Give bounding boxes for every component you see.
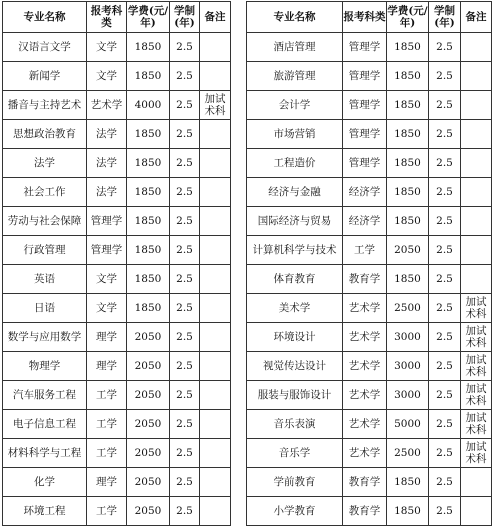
table-row: [3, 352, 231, 381]
fee-cell: 2050: [127, 381, 170, 410]
table-row: [3, 207, 231, 236]
years-cell: 2.5: [429, 62, 461, 91]
category-cell: 管理学: [87, 236, 127, 265]
category-cell: 管理学: [87, 207, 127, 236]
category-cell: 艺术学: [343, 439, 387, 468]
table-row: [3, 410, 231, 439]
category-cell: 工学: [87, 497, 127, 526]
fee-cell: 3000: [387, 352, 429, 381]
major-cell: 汽车服务工程: [3, 381, 87, 410]
fee-cell: 1850: [127, 207, 170, 236]
table-row: [3, 236, 231, 265]
category-cell: 工学: [87, 439, 127, 468]
category-cell: 工学: [87, 381, 127, 410]
table-row: [247, 439, 492, 468]
fee-cell: 1850: [387, 120, 429, 149]
table-row: [3, 149, 231, 178]
note-cell: [200, 62, 231, 91]
major-cell: 日语: [3, 294, 87, 323]
header-row: [3, 2, 231, 33]
category-cell: 管理学: [343, 62, 387, 91]
category-cell: 法学: [87, 149, 127, 178]
fee-cell: 2050: [127, 352, 170, 381]
header-category: 报考科类: [343, 2, 387, 33]
category-cell: 管理学: [343, 91, 387, 120]
fee-cell: 1850: [387, 468, 429, 497]
category-cell: 文学: [87, 294, 127, 323]
years-cell: 2.5: [170, 497, 200, 526]
table-row: [247, 381, 492, 410]
category-cell: 理学: [87, 323, 127, 352]
category-cell: 管理学: [343, 33, 387, 62]
note-cell: [461, 91, 492, 120]
note-cell: [200, 323, 231, 352]
table-row: [247, 236, 492, 265]
left-table-body: [3, 33, 231, 526]
years-cell: 2.5: [429, 439, 461, 468]
major-cell: 服装与服饰设计: [247, 381, 343, 410]
category-cell: 艺术学: [343, 323, 387, 352]
fee-cell: 1850: [387, 149, 429, 178]
right-table: [246, 1, 492, 526]
category-cell: 理学: [87, 352, 127, 381]
fee-cell: 3000: [387, 323, 429, 352]
note-cell: 加试术科: [461, 352, 492, 381]
fee-cell: 1850: [127, 120, 170, 149]
note-cell: [461, 265, 492, 294]
note-cell: 加试术科: [461, 410, 492, 439]
note-cell: [461, 236, 492, 265]
major-cell: 化学: [3, 468, 87, 497]
fee-cell: 1850: [127, 178, 170, 207]
table-row: [3, 294, 231, 323]
major-cell: 视觉传达设计: [247, 352, 343, 381]
table-row: [3, 497, 231, 526]
note-cell: 加试术科: [461, 439, 492, 468]
note-cell: [200, 352, 231, 381]
table-row: [3, 439, 231, 468]
note-cell: 加试术科: [461, 381, 492, 410]
note-cell: [461, 62, 492, 91]
years-cell: 2.5: [429, 120, 461, 149]
note-cell: [200, 149, 231, 178]
table-row: [3, 178, 231, 207]
note-cell: [461, 33, 492, 62]
category-cell: 工学: [343, 236, 387, 265]
major-cell: 会计学: [247, 91, 343, 120]
category-cell: 艺术学: [343, 352, 387, 381]
header-fee: 学费(元/年): [127, 2, 170, 33]
major-cell: 劳动与社会保障: [3, 207, 87, 236]
years-cell: 2.5: [429, 410, 461, 439]
fee-cell: 2050: [127, 439, 170, 468]
table-row: [3, 91, 231, 120]
major-cell: 体育教育: [247, 265, 343, 294]
category-cell: 教育学: [343, 497, 387, 526]
category-cell: 理学: [87, 468, 127, 497]
years-cell: 2.5: [429, 323, 461, 352]
right-table-body: [247, 33, 492, 526]
note-cell: 加试术科: [461, 294, 492, 323]
major-cell: 新闻学: [3, 62, 87, 91]
table-row: [247, 265, 492, 294]
years-cell: 2.5: [170, 62, 200, 91]
major-cell: 学前教育: [247, 468, 343, 497]
major-cell: 国际经济与贸易: [247, 207, 343, 236]
table-row: [247, 62, 492, 91]
left-table: [2, 1, 231, 526]
table-row: [247, 33, 492, 62]
major-cell: 音乐表演: [247, 410, 343, 439]
major-cell: 美术学: [247, 294, 343, 323]
note-cell: [461, 149, 492, 178]
major-cell: 数学与应用数学: [3, 323, 87, 352]
years-cell: 2.5: [429, 381, 461, 410]
table-row: [247, 352, 492, 381]
fee-cell: 1850: [127, 62, 170, 91]
table-row: [3, 323, 231, 352]
major-cell: 计算机科学与技术: [247, 236, 343, 265]
category-cell: 法学: [87, 120, 127, 149]
header-note: 备注: [200, 2, 231, 33]
years-cell: 2.5: [170, 149, 200, 178]
fee-cell: 1850: [127, 294, 170, 323]
header-note: 备注: [461, 2, 492, 33]
category-cell: 管理学: [343, 120, 387, 149]
fee-cell: 2500: [387, 439, 429, 468]
fee-cell: 4000: [127, 91, 170, 120]
note-cell: [200, 178, 231, 207]
years-cell: 2.5: [170, 352, 200, 381]
major-cell: 社会工作: [3, 178, 87, 207]
fee-cell: 2050: [127, 410, 170, 439]
major-cell: 经济与金融: [247, 178, 343, 207]
note-cell: [461, 120, 492, 149]
years-cell: 2.5: [429, 352, 461, 381]
years-cell: 2.5: [429, 265, 461, 294]
note-cell: [461, 468, 492, 497]
years-cell: 2.5: [170, 410, 200, 439]
years-cell: 2.5: [170, 468, 200, 497]
note-cell: [200, 120, 231, 149]
header-years: 学制(年): [429, 2, 461, 33]
major-cell: 音乐学: [247, 439, 343, 468]
years-cell: 2.5: [170, 236, 200, 265]
note-cell: [200, 236, 231, 265]
category-cell: 文学: [87, 62, 127, 91]
table-row: [3, 120, 231, 149]
years-cell: 2.5: [429, 33, 461, 62]
category-cell: 经济学: [343, 178, 387, 207]
fee-cell: 2050: [127, 497, 170, 526]
category-cell: 艺术学: [343, 381, 387, 410]
major-cell: 物理学: [3, 352, 87, 381]
years-cell: 2.5: [170, 120, 200, 149]
note-cell: [200, 410, 231, 439]
category-cell: 文学: [87, 265, 127, 294]
category-cell: 教育学: [343, 265, 387, 294]
header-fee: 学费(元/年): [387, 2, 429, 33]
years-cell: 2.5: [429, 468, 461, 497]
major-cell: 小学教育: [247, 497, 343, 526]
years-cell: 2.5: [170, 91, 200, 120]
table-row: [247, 497, 492, 526]
category-cell: 艺术学: [87, 91, 127, 120]
major-cell: 旅游管理: [247, 62, 343, 91]
major-cell: 播音与主持艺术: [3, 91, 87, 120]
note-cell: [461, 497, 492, 526]
tables-container: [2, 1, 492, 526]
fee-cell: 1850: [387, 91, 429, 120]
fee-cell: 1850: [387, 207, 429, 236]
note-cell: [200, 439, 231, 468]
major-cell: 法学: [3, 149, 87, 178]
years-cell: 2.5: [429, 497, 461, 526]
major-cell: 酒店管理: [247, 33, 343, 62]
table-row: [3, 265, 231, 294]
note-cell: [200, 33, 231, 62]
category-cell: 教育学: [343, 468, 387, 497]
table-row: [3, 62, 231, 91]
years-cell: 2.5: [170, 439, 200, 468]
category-cell: 经济学: [343, 207, 387, 236]
major-cell: 环境设计: [247, 323, 343, 352]
fee-cell: 1850: [127, 236, 170, 265]
major-cell: 电子信息工程: [3, 410, 87, 439]
table-row: [247, 294, 492, 323]
note-cell: [200, 207, 231, 236]
note-cell: 加试术科: [200, 91, 231, 120]
note-cell: [200, 294, 231, 323]
years-cell: 2.5: [429, 236, 461, 265]
major-cell: 市场营销: [247, 120, 343, 149]
header-major: 专业名称: [3, 2, 87, 33]
fee-cell: 1850: [387, 497, 429, 526]
fee-cell: 1850: [127, 33, 170, 62]
category-cell: 文学: [87, 33, 127, 62]
category-cell: 工学: [87, 410, 127, 439]
table-row: [247, 120, 492, 149]
fee-cell: 1850: [387, 178, 429, 207]
major-cell: 汉语言文学: [3, 33, 87, 62]
table-row: [3, 468, 231, 497]
years-cell: 2.5: [429, 294, 461, 323]
fee-cell: 2050: [387, 236, 429, 265]
years-cell: 2.5: [170, 33, 200, 62]
years-cell: 2.5: [429, 178, 461, 207]
table-row: [3, 381, 231, 410]
major-cell: 行政管理: [3, 236, 87, 265]
note-cell: [200, 468, 231, 497]
years-cell: 2.5: [429, 91, 461, 120]
note-cell: [200, 497, 231, 526]
fee-cell: 2500: [387, 294, 429, 323]
fee-cell: 1850: [387, 265, 429, 294]
fee-cell: 1850: [127, 149, 170, 178]
fee-cell: 1850: [127, 265, 170, 294]
table-row: [3, 33, 231, 62]
major-cell: 英语: [3, 265, 87, 294]
note-cell: [200, 265, 231, 294]
category-cell: 法学: [87, 178, 127, 207]
table-row: [247, 207, 492, 236]
years-cell: 2.5: [170, 294, 200, 323]
table-row: [247, 178, 492, 207]
major-cell: 工程造价: [247, 149, 343, 178]
fee-cell: 1850: [387, 62, 429, 91]
fee-cell: 2050: [127, 323, 170, 352]
category-cell: 艺术学: [343, 410, 387, 439]
years-cell: 2.5: [170, 265, 200, 294]
header-category: 报考科类: [87, 2, 127, 33]
header-years: 学制(年): [170, 2, 200, 33]
major-cell: 思想政治教育: [3, 120, 87, 149]
major-cell: 材料科学与工程: [3, 439, 87, 468]
table-row: [247, 149, 492, 178]
note-cell: [461, 178, 492, 207]
table-row: [247, 323, 492, 352]
table-row: [247, 91, 492, 120]
note-cell: 加试术科: [461, 323, 492, 352]
header-row: [247, 2, 492, 33]
fee-cell: 5000: [387, 410, 429, 439]
table-row: [247, 468, 492, 497]
fee-cell: 3000: [387, 381, 429, 410]
years-cell: 2.5: [429, 207, 461, 236]
category-cell: 艺术学: [343, 294, 387, 323]
header-major: 专业名称: [247, 2, 343, 33]
note-cell: [461, 207, 492, 236]
category-cell: 管理学: [343, 149, 387, 178]
table-row: [247, 410, 492, 439]
years-cell: 2.5: [170, 207, 200, 236]
years-cell: 2.5: [170, 381, 200, 410]
major-cell: 环境工程: [3, 497, 87, 526]
years-cell: 2.5: [170, 323, 200, 352]
fee-cell: 2050: [127, 468, 170, 497]
fee-cell: 1850: [387, 33, 429, 62]
years-cell: 2.5: [170, 178, 200, 207]
years-cell: 2.5: [429, 149, 461, 178]
note-cell: [200, 381, 231, 410]
